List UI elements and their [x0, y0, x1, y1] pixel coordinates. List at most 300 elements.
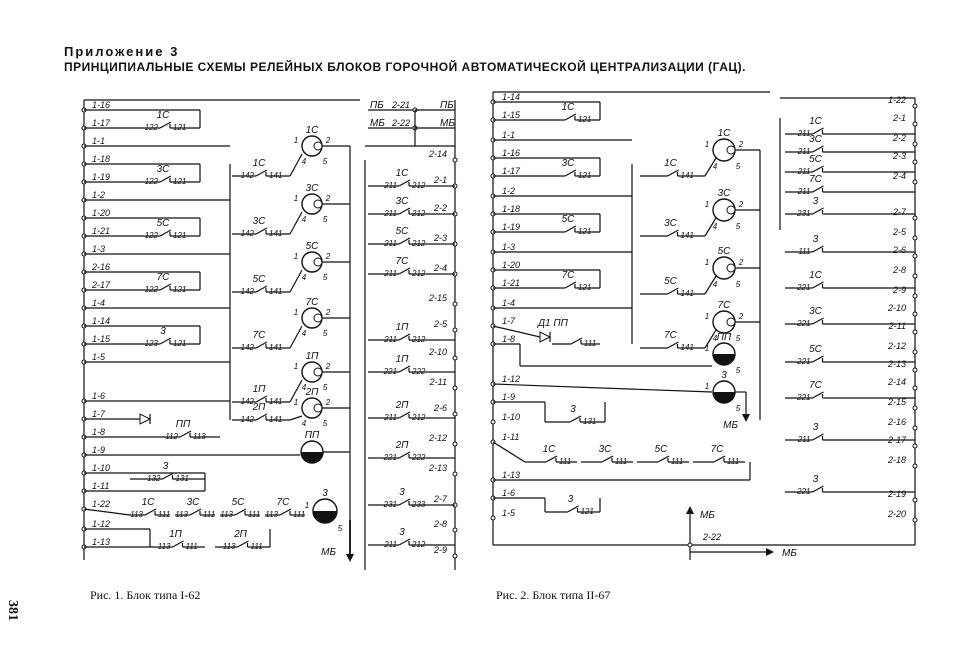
fig2-chain-3-blade: [714, 456, 725, 462]
fig1-mid-contact-3-pin-b: 141: [269, 343, 283, 352]
terminal: [913, 274, 917, 278]
fig1-r1-relay-label: 3С: [395, 196, 409, 207]
fig2-rc-10-relay-label: 3: [812, 422, 819, 433]
fig1-relay-1-pin2: 2: [325, 194, 331, 203]
fig2-rc-1-relay-label: 3С: [809, 134, 822, 145]
terminal: [913, 406, 917, 410]
fig1-terminal-1-11: 1-11: [92, 481, 110, 491]
page-number: 381: [5, 600, 20, 621]
terminal: [453, 158, 457, 162]
fig2-right-terminal-2-1: 2-1: [892, 113, 906, 123]
fig1-terminal-1-20: 1-20: [92, 208, 111, 218]
fig2-right-terminal-2-18: 2-18: [887, 455, 906, 465]
fig1-r6-blade: [399, 412, 410, 418]
fig1-terminal-1-17: 1-17: [92, 118, 111, 128]
fig1-relay-2-label: 5С: [305, 241, 319, 252]
fig1-terminal-1-7: 1-7: [92, 409, 106, 419]
terminal: [453, 442, 457, 446]
terminal: [913, 426, 917, 430]
fig2-relay-1-pin1: 1: [704, 200, 710, 209]
fig1-mid-contact-2-pin-a: 142: [240, 287, 254, 296]
fig1-wire: [290, 416, 302, 420]
terminal: [913, 368, 917, 372]
fig2-mid-contact-3-blade: [668, 342, 679, 348]
fig1-chain-2-blade: [235, 509, 246, 515]
fig1-terminal-1-3: 1-3: [92, 244, 106, 254]
fig2-right-terminal-2-14: 2-14: [887, 377, 906, 387]
fig1-right-terminal-2-1: 2-1: [433, 175, 447, 185]
terminal: [913, 254, 917, 258]
fig2-relay-pp-pin5: 5: [735, 366, 741, 375]
fig2-right-terminal-2-8: 2-8: [892, 265, 906, 275]
fig1-r4-pin-a: 211: [384, 335, 397, 344]
fig2-chain-0-relay-label: 1С: [542, 444, 556, 455]
fig1-contact-0-pin-a: 122: [144, 123, 158, 132]
fig2-chain-1-blade: [602, 456, 613, 462]
fig1-r5-blade: [399, 366, 410, 372]
fig2-mb-up-arrow: [686, 506, 694, 514]
fig2-right-terminal-2-4: 2-4: [892, 171, 906, 181]
terminal: [453, 472, 457, 476]
fig1-r7-pin-b: 222: [412, 453, 426, 462]
fig1-r7-pin-a: 221: [383, 453, 397, 462]
fig1-relay-1-pin1: 1: [293, 194, 299, 203]
fig2-right-terminal-2-15: 2-15: [887, 397, 906, 407]
fig2-mb-right-arrow: [766, 548, 774, 556]
fig2-rc-9-blade: [813, 392, 824, 398]
fig2-relay-1-pin2: 2: [738, 200, 744, 209]
fig1-r5-pin-a: 221: [383, 367, 397, 376]
fig1-chain-3-relay-label: 7С: [276, 497, 290, 508]
fig1-wire: [290, 270, 302, 292]
fig1-chain2-0-pin-b: 111: [185, 542, 198, 551]
fig1-relay-4-pin2: 2: [325, 362, 331, 371]
fig1-mid-contact-2-blade: [256, 286, 267, 292]
fig1-relay-3-pin1: 1: [293, 308, 299, 317]
fig1-right-terminal-2-3: 2-3: [433, 233, 447, 243]
fig1-terminal-2-17: 2-17: [92, 280, 111, 290]
terminal: [913, 142, 917, 146]
fig2-rc-2-relay-label: 5С: [809, 154, 822, 165]
fig2-right-terminal-2-16: 2-16: [887, 417, 906, 427]
fig1-r5-pin-b: 222: [412, 367, 426, 376]
fig1-terminal-1-5: 1-5: [92, 352, 106, 362]
fig2-rc-6-pin-a: 221: [797, 283, 811, 292]
fig2-relay-3-pin5: 5: [735, 404, 741, 413]
fig2-chain3-blade: [568, 506, 579, 512]
fig2-mb-up-label: МБ: [700, 510, 715, 521]
fig1-chain-2-pin-b: 111: [248, 510, 261, 519]
fig2-right-terminal-1-22: 1-22: [887, 95, 906, 105]
fig1-r4-blade: [399, 334, 410, 340]
fig2-terminal-1-7: 1-7: [502, 316, 516, 326]
fig1-r0-pin-a: 211: [384, 181, 397, 190]
fig1-relay-pp-label: ПП: [304, 430, 320, 441]
fig1-mid-contact-4-pin-b: 141: [269, 397, 283, 406]
fig2-rc-4-relay-label: 3: [812, 196, 819, 207]
fig1-chain2-1-pin-b: 111: [250, 542, 263, 551]
fig1-mid-contact-2-relay-label: 5С: [252, 274, 266, 285]
terminal: [453, 328, 457, 332]
fig2-terminal-1-21: 1-21: [502, 278, 521, 288]
fig2-relay-2-label: 5С: [717, 246, 731, 257]
fig1-right-top-num: 2-22: [392, 118, 411, 128]
fig1-relay-3-coil-inner: [314, 314, 322, 322]
fig1-relay-3-pin5: 5: [322, 329, 328, 338]
fig1-relay-4-pin1: 1: [293, 362, 299, 371]
fig1-mid-contact-5-pin-a: 142: [240, 415, 254, 424]
fig1-terminal-1-10: 1-10: [92, 463, 111, 473]
fig2-chain3-relay-label: 3: [567, 494, 574, 505]
fig1-relay-4-coil-inner: [314, 368, 322, 376]
fig1-chain-3-pin-b: 111: [293, 510, 306, 519]
fig1-r9-pin-a: 211: [384, 540, 397, 549]
fig2-wire: [493, 384, 712, 392]
fig1-mid-contact-4-relay-label: 1П: [252, 384, 266, 395]
fig1-contact-3-pin-b: 121: [173, 285, 187, 294]
fig1-right-terminal-2-10: 2-10: [428, 347, 447, 357]
terminal: [491, 420, 495, 424]
fig1-r2-pin-a: 211: [384, 239, 397, 248]
fig1-mid-contact-1-pin-b: 141: [269, 229, 283, 238]
fig1-right-terminal-2-11: 2-11: [429, 377, 447, 387]
terminal: [913, 104, 917, 108]
fig1-relay-2-pin5: 5: [322, 273, 328, 282]
fig2-3-contact-relay-label: 3: [570, 404, 576, 415]
fig2-rc-4-blade: [813, 208, 824, 214]
fig1-pp-contact-pin-a: 112: [165, 432, 178, 441]
fig2-rc-3-pin-a: 211: [797, 187, 811, 196]
fig2-rc-6-blade: [813, 282, 824, 288]
fig1-r8-blade: [399, 499, 410, 505]
fig1-contact-4-pin-a: 123: [144, 339, 158, 348]
fig2-relay-3-pin1: 1: [704, 312, 710, 321]
fig1-relay-0-pin2: 2: [325, 136, 331, 145]
fig2-relay-1-pin4: 4: [712, 222, 718, 231]
fig2-right-terminal-2-13: 2-13: [887, 359, 906, 369]
fig2-mb-right-label: МБ: [782, 548, 797, 559]
fig2-terminal-1-6: 1-6: [502, 488, 516, 498]
terminal: [913, 236, 917, 240]
fig1-relay-3-label: 3: [322, 488, 328, 499]
fig1-mid-contact-4-pin-a: 142: [240, 397, 254, 406]
fig2-relay-0-pin1: 1: [704, 140, 710, 149]
fig2-rc-1-blade: [813, 146, 824, 152]
fig2-rc-7-relay-label: 3С: [809, 306, 822, 317]
fig1-terminal-1-8: 1-8: [92, 427, 106, 437]
fig1-r3-relay-label: 7С: [395, 256, 409, 267]
fig1-terminal-2-16: 2-16: [92, 262, 111, 272]
fig1-chain-0-pin-b: 111: [158, 510, 171, 519]
terminal: [913, 122, 917, 126]
fig1-r1-blade: [399, 208, 410, 214]
fig1-pp-contact-relay-label: ПП: [175, 419, 191, 430]
fig1-relay-2-pin1: 1: [293, 252, 299, 261]
fig2-rc-5-pin-a: 111: [798, 247, 811, 256]
fig1-r8-pin-a: 231: [383, 500, 397, 509]
fig2-terminal-1-11: 1-11: [502, 432, 520, 442]
fig1-right-terminal-2-7: 2-7: [433, 494, 447, 504]
fig1-relay-5-coil-inner: [314, 404, 322, 412]
fig2-relay-0-pin4: 4: [712, 162, 718, 171]
fig1-terminal-1-1: 1-1: [92, 136, 106, 146]
fig2-terminal-1-14: 1-14: [502, 92, 521, 102]
fig2-rc-8-relay-label: 5С: [809, 344, 822, 355]
fig2-relay-2-pin1: 1: [704, 258, 710, 267]
fig1-relay-5-pin2: 2: [325, 398, 331, 407]
terminal: [453, 302, 457, 306]
fig1-relay-5-label: 2П: [305, 387, 319, 398]
fig2-chain-3-relay-label: 7С: [710, 444, 724, 455]
terminal: [453, 356, 457, 360]
fig2-rc-0-pin-a: 211: [797, 129, 811, 138]
fig2-contact-3-relay-label: 7С: [561, 270, 575, 281]
fig2-rc-9-pin-a: 221: [797, 393, 811, 402]
fig1-diode: [140, 414, 150, 424]
fig1-chain-0-relay-label: 1С: [141, 497, 155, 508]
fig2-chain-1-pin-b: 111: [615, 457, 628, 466]
fig1-contact-1-relay-label: 3С: [156, 164, 170, 175]
fig1-contact-3-pin-a: 122: [144, 285, 158, 294]
fig2-terminal-1-4: 1-4: [502, 298, 516, 308]
fig1-terminal-1-16: 1-16: [92, 100, 111, 110]
fig2-right-terminal-2-7: 2-7: [892, 207, 906, 217]
fig1-right-terminal-2-5: 2-5: [433, 319, 447, 329]
fig2-pp-label: Д1 ПП: [538, 318, 568, 329]
fig2-mb-arrow: [742, 414, 750, 422]
fig2-mid-contact-0-blade: [668, 170, 679, 176]
fig1-r2-pin-b: 212: [412, 239, 426, 248]
fig1-contact-0-blade: [160, 122, 171, 128]
fig2-relay-0-pin2: 2: [738, 140, 744, 149]
fig1-r9-pin-b: 212: [412, 540, 426, 549]
fig1-chain2-0-pin-a: 113: [157, 542, 171, 551]
fig2-relay-3-pin1: 1: [704, 382, 710, 391]
fig1-r9-relay-label: 3: [399, 527, 405, 538]
fig1-relay-0-label: 1С: [305, 125, 319, 136]
fig1-right-terminal-2-12: 2-12: [428, 433, 447, 443]
fig1-contact-2-relay-label: 5С: [156, 218, 170, 229]
fig2-relay-pp-pin1: 1: [704, 344, 710, 353]
fig1-chain-0-blade: [145, 509, 156, 515]
fig1-mb-label: МБ: [321, 547, 336, 558]
fig2-relay-pp-label: ПП: [716, 332, 732, 343]
fig1-relay-1-coil-inner: [314, 200, 322, 208]
terminal: [913, 444, 917, 448]
terminal: [913, 498, 917, 502]
fig1-relay-4-label: 1П: [305, 351, 319, 362]
fig2-right-terminal-2-19: 2-19: [887, 489, 906, 499]
fig1-chain-2-pin-a: 113: [220, 510, 233, 519]
fig1-relay-5-pin1: 1: [293, 398, 299, 407]
terminal: [913, 294, 917, 298]
fig1-r7-blade: [399, 452, 410, 458]
fig2-relay-3-pin2: 2: [738, 312, 744, 321]
fig2-chain-2-blade: [658, 456, 669, 462]
fig2-relay-1-coil-inner: [727, 206, 735, 214]
fig1-terminal-1-18: 1-18: [92, 154, 111, 164]
fig2-wire: [493, 326, 540, 337]
fig2-rc-7-blade: [813, 318, 824, 324]
fig1-right-terminal-2-14: 2-14: [428, 149, 447, 159]
fig2-pp-contact-blade: [571, 338, 582, 344]
fig1-relay-2-pin4: 4: [301, 273, 307, 282]
fig1-mid-contact-0-relay-label: 1С: [252, 158, 266, 169]
fig2-relay-0-label: 1С: [717, 128, 731, 139]
fig1-contact-4-relay-label: 3: [160, 326, 166, 337]
fig2-mid-contact-2-relay-label: 5С: [664, 276, 677, 287]
fig1-3-contact-pin-b: 131: [175, 474, 189, 483]
fig1-chain-1-relay-label: 3С: [186, 497, 200, 508]
fig2-diode: [540, 332, 550, 342]
terminal: [453, 528, 457, 532]
fig1-r2-blade: [399, 238, 410, 244]
fig2-right-terminal-2-5: 2-5: [892, 227, 906, 237]
fig1-contact-2-pin-a: 122: [144, 231, 158, 240]
fig2-chain-0-blade: [546, 456, 557, 462]
fig2-chain-2-pin-b: 111: [671, 457, 684, 466]
fig2-rc-8-blade: [813, 356, 824, 362]
fig1-r7-relay-label: 2П: [395, 440, 409, 451]
fig2-rc-10-blade: [813, 434, 824, 440]
fig2-mid-contact-0-pin-b: 141: [680, 171, 694, 180]
fig1-mid-contact-3-relay-label: 7С: [252, 330, 266, 341]
fig1-relay-0-pin5: 5: [322, 157, 328, 166]
fig2-terminal-1-20: 1-20: [502, 260, 521, 270]
fig1-relay-4-pin5: 5: [322, 383, 328, 392]
fig1-r8-relay-label: 3: [399, 487, 405, 498]
fig2-terminal-1-8: 1-8: [502, 334, 516, 344]
fig2-terminal-1-3: 1-3: [502, 242, 516, 252]
fig1-mid-contact-2-pin-b: 141: [269, 287, 283, 296]
fig2-terminal-1-10: 1-10: [502, 412, 521, 422]
fig2-relay-pp-coil-fill: [713, 354, 735, 365]
fig1-right-terminal-2-8: 2-8: [433, 519, 447, 529]
fig1-wire: [84, 509, 130, 515]
fig1-right-terminal-2-2: 2-2: [433, 203, 447, 213]
terminal: [453, 412, 457, 416]
fig1-terminal-1-6: 1-6: [92, 391, 106, 401]
terminal: [913, 464, 917, 468]
fig2-relay-2-coil-inner: [727, 264, 735, 272]
fig2-terminal-1-12: 1-12: [502, 374, 521, 384]
fig1-r5-relay-label: 1П: [395, 354, 409, 365]
fig2-rc-5-blade: [813, 246, 824, 252]
fig1-contact-2-pin-b: 121: [173, 231, 187, 240]
fig1-contact-4-pin-b: 121: [173, 339, 187, 348]
fig2-mb-label: МБ: [723, 420, 738, 431]
fig2-chain-1-relay-label: 3С: [598, 444, 612, 455]
fig1-r9-blade: [399, 539, 410, 545]
figure-2-caption: Рис. 2. Блок типа II-67: [496, 588, 611, 602]
fig2-contact-0-blade: [565, 114, 576, 120]
fig2-3-contact-pin-b: 131: [583, 417, 597, 426]
fig1-terminal-1-21: 1-21: [92, 226, 111, 236]
fig1-relay-5-pin5: 5: [322, 419, 328, 428]
fig2-rc-0-relay-label: 1С: [809, 116, 822, 127]
terminal: [913, 180, 917, 184]
terminal: [913, 216, 917, 220]
fig1-contact-1-pin-b: 121: [173, 177, 187, 186]
terminal: [688, 543, 692, 547]
fig1-relay-3-coil-fill: [313, 511, 337, 523]
fig2-right-terminal-2-17: 2-17: [887, 435, 906, 445]
fig2-relay-1-label: 3С: [717, 188, 731, 199]
fig1-terminal-1-14: 1-14: [92, 316, 111, 326]
fig1-contact-2-blade: [160, 230, 171, 236]
fig1-wire: [290, 326, 302, 348]
fig2-right-terminal-2-10: 2-10: [887, 303, 906, 313]
fig2-terminal-1-9: 1-9: [502, 392, 516, 402]
fig1-chain-3-pin-a: 113: [265, 510, 278, 519]
fig1-right-top-name2: МБ: [440, 118, 455, 129]
fig1-r4-relay-label: 1П: [395, 322, 409, 333]
fig1-3-contact-blade: [163, 473, 174, 479]
fig2-mid-contact-3-pin-b: 141: [680, 343, 694, 352]
fig1-chain2-1-relay-label: 2П: [234, 529, 247, 540]
fig2-rc-1-pin-a: 211: [797, 147, 811, 156]
fig1-contact-0-relay-label: 1С: [156, 110, 170, 121]
fig1-r8-pin-b: 233: [412, 500, 426, 509]
fig1-relay-3-pin1: 1: [304, 501, 310, 510]
fig1-chain2-1-blade: [238, 541, 249, 547]
fig1-relay-1-label: 3С: [305, 183, 319, 194]
fig2-terminal-1-17: 1-17: [502, 166, 521, 176]
fig2-mid-contact-1-blade: [668, 230, 679, 236]
fig1-r3-pin-a: 211: [384, 269, 397, 278]
fig1-r0-blade: [399, 180, 410, 186]
fig2-rc-3-blade: [813, 186, 824, 192]
fig2-mid-contact-2-blade: [668, 288, 679, 294]
fig1-r6-pin-a: 211: [384, 413, 397, 422]
fig1-mid-contact-5-blade: [256, 414, 267, 420]
fig1-relay-4-pin4: 4: [301, 383, 307, 392]
fig1-relay-2-pin2: 2: [325, 252, 331, 261]
terminal: [453, 554, 457, 558]
fig2-relay-3-pin5: 5: [735, 334, 741, 343]
fig2-terminal-1-16: 1-16: [502, 148, 521, 158]
fig2-relay-2-pin2: 2: [738, 258, 744, 267]
fig2-terminal-1-2: 1-2: [502, 186, 516, 196]
fig1-mid-contact-5-pin-b: 141: [269, 415, 283, 424]
fig2-terminal-1-15: 1-15: [502, 110, 521, 120]
fig2-right-terminal-2-12: 2-12: [887, 341, 906, 351]
fig2-rc-6-relay-label: 1С: [809, 270, 822, 281]
page-title: ПРИНЦИПИАЛЬНЫЕ СХЕМЫ РЕЛЕЙНЫХ БЛОКОВ ГОРОЧНОЙ АВТОМАТИЧЕСКОЙ ЦЕНТРАЛИЗАЦИИ (ГАЦ).: [64, 60, 746, 74]
fig2-relay-2-pin4: 4: [712, 280, 718, 289]
fig2-right-terminal-2-6: 2-6: [892, 245, 906, 255]
fig2-right-terminal-2-9: 2-9: [892, 285, 906, 295]
fig2-contact-1-pin-b: 121: [578, 171, 592, 180]
fig1-mid-contact-0-pin-a: 142: [240, 171, 254, 180]
fig1-right-terminal-2-13: 2-13: [428, 463, 447, 473]
fig2-contact-1-relay-label: 3С: [561, 158, 575, 169]
fig1-relay-1-pin5: 5: [322, 215, 328, 224]
fig1-right-terminal-2-9: 2-9: [433, 545, 447, 555]
fig1-right-top-name: МБ: [370, 118, 385, 129]
appendix-label: Приложение 3: [64, 44, 180, 59]
fig2-right-terminal-2-2: 2-2: [892, 133, 906, 143]
fig1-relay-3-label: 7С: [305, 297, 319, 308]
fig2-rc-11-relay-label: 3: [812, 474, 819, 485]
fig1-relay-1-pin4: 4: [301, 215, 307, 224]
fig1-r0-relay-label: 1С: [395, 168, 409, 179]
fig1-right-terminal-2-4: 2-4: [433, 263, 447, 273]
fig1-chain2-0-relay-label: 1П: [169, 529, 182, 540]
fig2-rc-8-pin-a: 221: [797, 357, 811, 366]
fig1-relay-3-pin2: 2: [325, 308, 331, 317]
fig2-wire: [493, 442, 525, 462]
